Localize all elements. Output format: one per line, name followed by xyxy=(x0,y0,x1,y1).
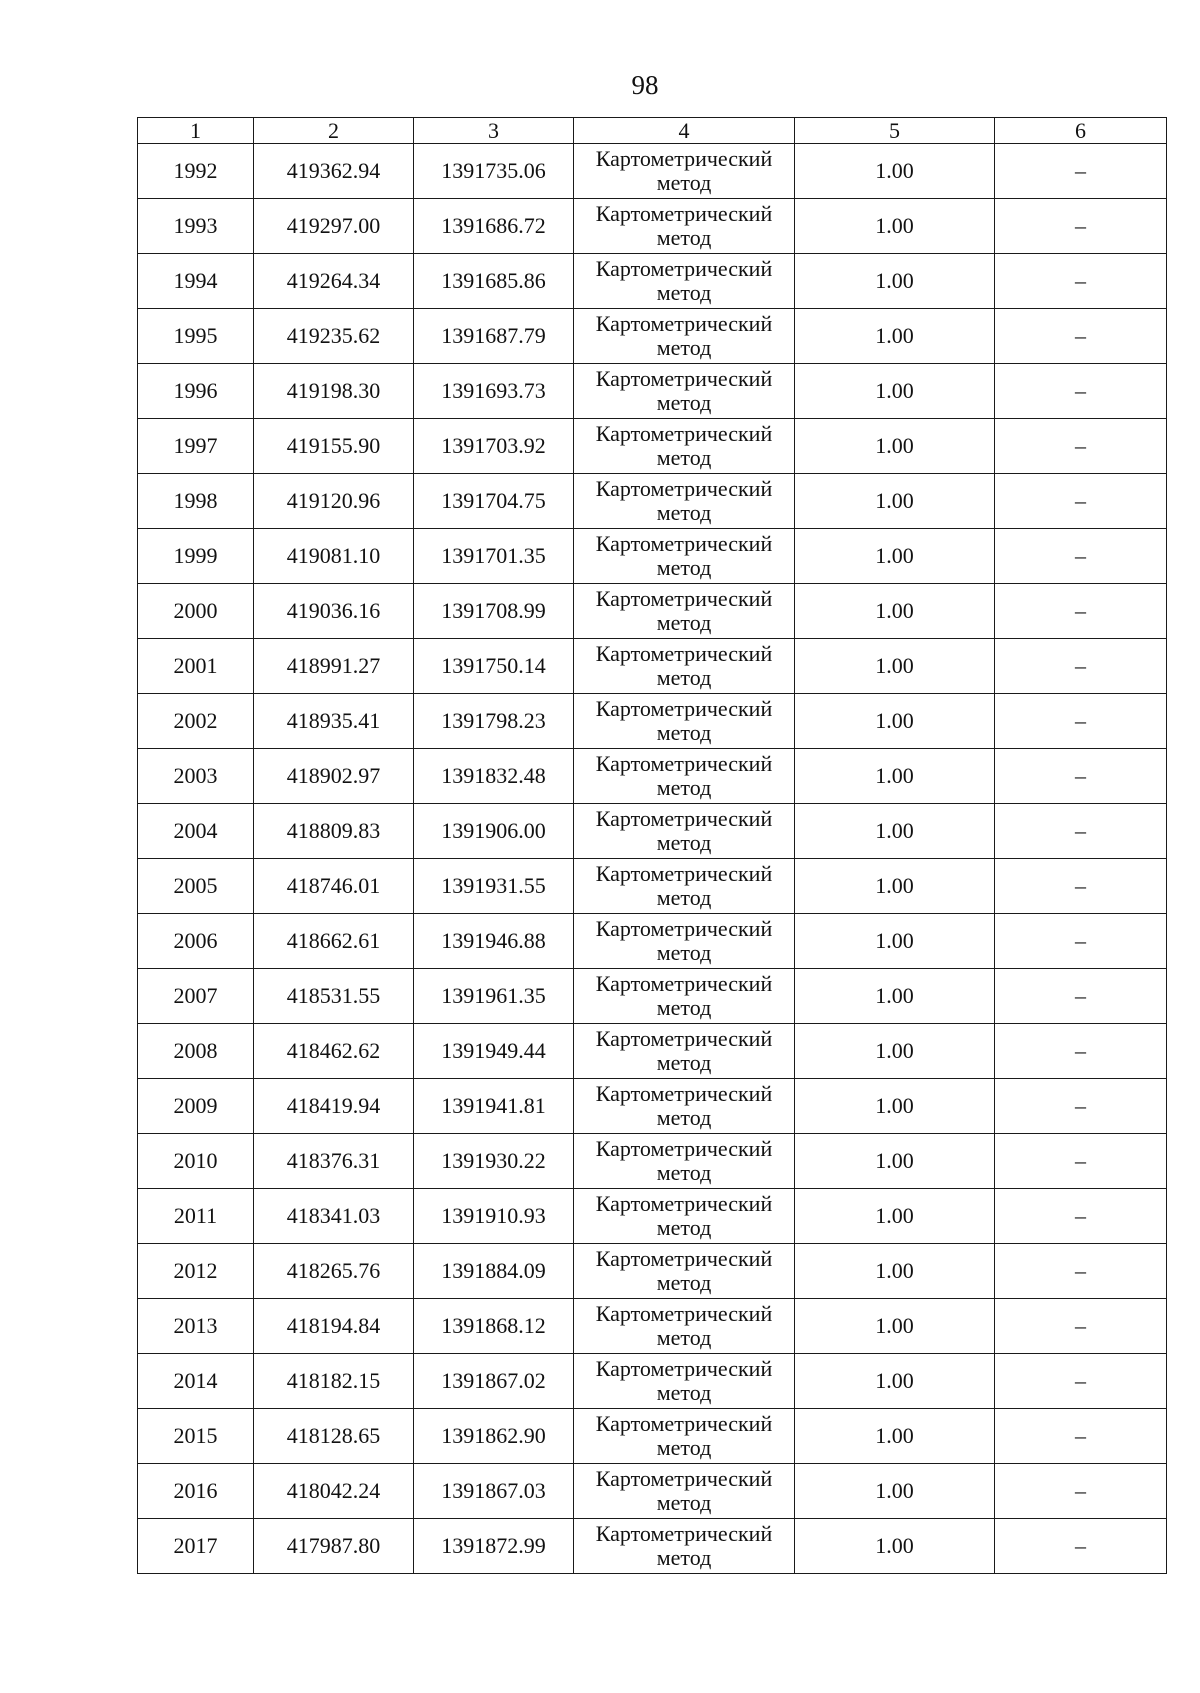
precision-cell: 1.00 xyxy=(795,639,995,694)
point-number-cell: 2015 xyxy=(138,1409,254,1464)
method-line-1: Картометрический xyxy=(595,751,773,776)
y-coordinate-cell: 1391798.23 xyxy=(414,694,574,749)
precision-cell: 1.00 xyxy=(795,1244,995,1299)
method-line-2: метод xyxy=(656,830,712,855)
x-coordinate-cell: 418128.65 xyxy=(254,1409,414,1464)
y-coordinate-cell: 1391946.88 xyxy=(414,914,574,969)
point-number-cell: 2014 xyxy=(138,1354,254,1409)
note-cell: – xyxy=(995,1464,1167,1519)
header-col-2: 2 xyxy=(254,118,414,144)
table-row xyxy=(138,749,1167,804)
precision-cell: 1.00 xyxy=(795,1354,995,1409)
method-line-1: Картометрический xyxy=(595,1081,773,1106)
method-line-2: метод xyxy=(656,1325,712,1350)
method-line-2: метод xyxy=(656,335,712,360)
x-coordinate-cell: 419120.96 xyxy=(254,474,414,529)
point-number-cell: 2003 xyxy=(138,749,254,804)
table-row xyxy=(138,1464,1167,1519)
x-coordinate-cell: 418662.61 xyxy=(254,914,414,969)
precision-cell: 1.00 xyxy=(795,1409,995,1464)
precision-cell: 1.00 xyxy=(795,749,995,804)
x-coordinate-cell: 418194.84 xyxy=(254,1299,414,1354)
method-line-1: Картометрический xyxy=(595,1301,773,1326)
table-row xyxy=(138,199,1167,254)
method-cell xyxy=(574,859,795,914)
method-line-1: Картометрический xyxy=(595,1191,773,1216)
note-cell: – xyxy=(995,1519,1167,1574)
point-number-cell: 1998 xyxy=(138,474,254,529)
method-line-1: Картометрический xyxy=(595,311,773,336)
method-line-1: Картометрический xyxy=(595,916,773,941)
x-coordinate-cell: 419362.94 xyxy=(254,144,414,199)
method-cell xyxy=(574,639,795,694)
table-header xyxy=(138,118,1167,144)
method-line-1: Картометрический xyxy=(595,1356,773,1381)
y-coordinate-cell: 1391868.12 xyxy=(414,1299,574,1354)
method-cell xyxy=(574,584,795,639)
method-cell xyxy=(574,804,795,859)
method-cell xyxy=(574,254,795,309)
method-line-1: Картометрический xyxy=(595,1246,773,1271)
note-cell: – xyxy=(995,1079,1167,1134)
x-coordinate-cell: 418935.41 xyxy=(254,694,414,749)
note-cell: – xyxy=(995,419,1167,474)
point-number-cell: 2012 xyxy=(138,1244,254,1299)
x-coordinate-cell: 419264.34 xyxy=(254,254,414,309)
method-cell xyxy=(574,309,795,364)
precision-cell: 1.00 xyxy=(795,199,995,254)
header-col-4: 4 xyxy=(574,118,795,144)
y-coordinate-cell: 1391708.99 xyxy=(414,584,574,639)
table-row xyxy=(138,364,1167,419)
precision-cell: 1.00 xyxy=(795,584,995,639)
method-line-2: метод xyxy=(656,995,712,1020)
x-coordinate-cell: 418341.03 xyxy=(254,1189,414,1244)
page-number: 98 xyxy=(631,70,659,100)
x-coordinate-cell: 418419.94 xyxy=(254,1079,414,1134)
y-coordinate-cell: 1391910.93 xyxy=(414,1189,574,1244)
method-cell xyxy=(574,1189,795,1244)
point-number-cell: 2010 xyxy=(138,1134,254,1189)
point-number-cell: 1992 xyxy=(138,144,254,199)
method-cell xyxy=(574,1244,795,1299)
method-line-1: Картометрический xyxy=(595,531,773,556)
method-line-2: метод xyxy=(656,720,712,745)
precision-cell: 1.00 xyxy=(795,1024,995,1079)
method-line-2: метод xyxy=(656,390,712,415)
method-line-2: метод xyxy=(656,1435,712,1460)
method-line-2: метод xyxy=(656,885,712,910)
table-row xyxy=(138,1354,1167,1409)
method-line-2: метод xyxy=(656,170,712,195)
y-coordinate-cell: 1391867.02 xyxy=(414,1354,574,1409)
note-cell: – xyxy=(995,529,1167,584)
point-number-cell: 1997 xyxy=(138,419,254,474)
method-line-2: метод xyxy=(656,1490,712,1515)
method-line-2: метод xyxy=(656,500,712,525)
method-cell xyxy=(574,1464,795,1519)
x-coordinate-cell: 418531.55 xyxy=(254,969,414,1024)
x-coordinate-cell: 417987.80 xyxy=(254,1519,414,1574)
method-line-1: Картометрический xyxy=(595,1026,773,1051)
y-coordinate-cell: 1391862.90 xyxy=(414,1409,574,1464)
x-coordinate-cell: 418746.01 xyxy=(254,859,414,914)
method-line-2: метод xyxy=(656,555,712,580)
x-coordinate-cell: 419036.16 xyxy=(254,584,414,639)
point-number-cell: 2013 xyxy=(138,1299,254,1354)
table-body xyxy=(138,144,1167,1574)
coordinates-table xyxy=(137,117,1167,1574)
y-coordinate-cell: 1391961.35 xyxy=(414,969,574,1024)
precision-cell: 1.00 xyxy=(795,1299,995,1354)
point-number-cell: 1995 xyxy=(138,309,254,364)
precision-cell: 1.00 xyxy=(795,969,995,1024)
point-number-cell: 2004 xyxy=(138,804,254,859)
note-cell: – xyxy=(995,144,1167,199)
note-cell: – xyxy=(995,694,1167,749)
method-cell xyxy=(574,529,795,584)
x-coordinate-cell: 419081.10 xyxy=(254,529,414,584)
method-line-2: метод xyxy=(656,225,712,250)
precision-cell: 1.00 xyxy=(795,309,995,364)
method-line-1: Картометрический xyxy=(595,696,773,721)
point-number-cell: 1993 xyxy=(138,199,254,254)
x-coordinate-cell: 418042.24 xyxy=(254,1464,414,1519)
method-cell xyxy=(574,199,795,254)
method-line-2: метод xyxy=(656,1050,712,1075)
precision-cell: 1.00 xyxy=(795,254,995,309)
method-line-2: метод xyxy=(656,1380,712,1405)
table-row xyxy=(138,639,1167,694)
method-line-1: Картометрический xyxy=(595,1521,773,1546)
table-row xyxy=(138,1189,1167,1244)
method-line-1: Картометрический xyxy=(595,971,773,996)
precision-cell: 1.00 xyxy=(795,1464,995,1519)
note-cell: – xyxy=(995,639,1167,694)
table-row xyxy=(138,1409,1167,1464)
method-line-2: метод xyxy=(656,665,712,690)
note-cell: – xyxy=(995,584,1167,639)
header-col-5: 5 xyxy=(795,118,995,144)
y-coordinate-cell: 1391703.92 xyxy=(414,419,574,474)
method-line-2: метод xyxy=(656,1160,712,1185)
y-coordinate-cell: 1391949.44 xyxy=(414,1024,574,1079)
method-cell xyxy=(574,1024,795,1079)
y-coordinate-cell: 1391941.81 xyxy=(414,1079,574,1134)
note-cell: – xyxy=(995,1024,1167,1079)
method-line-2: метод xyxy=(656,445,712,470)
method-line-2: метод xyxy=(656,1545,712,1570)
method-line-1: Картометрический xyxy=(595,1466,773,1491)
table-row xyxy=(138,1024,1167,1079)
point-number-cell: 2017 xyxy=(138,1519,254,1574)
method-line-1: Картометрический xyxy=(595,861,773,886)
x-coordinate-cell: 418182.15 xyxy=(254,1354,414,1409)
method-line-2: метод xyxy=(656,1270,712,1295)
point-number-cell: 2007 xyxy=(138,969,254,1024)
note-cell: – xyxy=(995,1354,1167,1409)
method-cell xyxy=(574,1519,795,1574)
point-number-cell: 1994 xyxy=(138,254,254,309)
precision-cell: 1.00 xyxy=(795,1519,995,1574)
method-line-2: метод xyxy=(656,280,712,305)
y-coordinate-cell: 1391686.72 xyxy=(414,199,574,254)
point-number-cell: 2011 xyxy=(138,1189,254,1244)
method-line-1: Картометрический xyxy=(595,806,773,831)
header-col-1: 1 xyxy=(138,118,254,144)
precision-cell: 1.00 xyxy=(795,694,995,749)
table-row xyxy=(138,144,1167,199)
y-coordinate-cell: 1391906.00 xyxy=(414,804,574,859)
point-number-cell: 2008 xyxy=(138,1024,254,1079)
method-cell xyxy=(574,144,795,199)
table-row xyxy=(138,529,1167,584)
point-number-cell: 2006 xyxy=(138,914,254,969)
precision-cell: 1.00 xyxy=(795,144,995,199)
point-number-cell: 1996 xyxy=(138,364,254,419)
x-coordinate-cell: 418809.83 xyxy=(254,804,414,859)
note-cell: – xyxy=(995,1134,1167,1189)
x-coordinate-cell: 418265.76 xyxy=(254,1244,414,1299)
note-cell: – xyxy=(995,1189,1167,1244)
note-cell: – xyxy=(995,309,1167,364)
x-coordinate-cell: 418902.97 xyxy=(254,749,414,804)
method-line-1: Картометрический xyxy=(595,146,773,171)
method-line-1: Картометрический xyxy=(595,421,773,446)
point-number-cell: 1999 xyxy=(138,529,254,584)
precision-cell: 1.00 xyxy=(795,1134,995,1189)
note-cell: – xyxy=(995,254,1167,309)
table-row xyxy=(138,969,1167,1024)
method-line-1: Картометрический xyxy=(595,586,773,611)
method-cell xyxy=(574,1409,795,1464)
note-cell: – xyxy=(995,804,1167,859)
method-cell xyxy=(574,1134,795,1189)
point-number-cell: 2001 xyxy=(138,639,254,694)
note-cell: – xyxy=(995,1299,1167,1354)
y-coordinate-cell: 1391704.75 xyxy=(414,474,574,529)
table-row xyxy=(138,309,1167,364)
note-cell: – xyxy=(995,364,1167,419)
table-row xyxy=(138,419,1167,474)
table-row xyxy=(138,694,1167,749)
method-cell xyxy=(574,914,795,969)
y-coordinate-cell: 1391930.22 xyxy=(414,1134,574,1189)
y-coordinate-cell: 1391685.86 xyxy=(414,254,574,309)
precision-cell: 1.00 xyxy=(795,804,995,859)
precision-cell: 1.00 xyxy=(795,859,995,914)
y-coordinate-cell: 1391687.79 xyxy=(414,309,574,364)
note-cell: – xyxy=(995,914,1167,969)
table-row xyxy=(138,1299,1167,1354)
method-cell xyxy=(574,969,795,1024)
table-row xyxy=(138,1244,1167,1299)
y-coordinate-cell: 1391735.06 xyxy=(414,144,574,199)
table-row xyxy=(138,1519,1167,1574)
x-coordinate-cell: 418462.62 xyxy=(254,1024,414,1079)
note-cell: – xyxy=(995,1409,1167,1464)
point-number-cell: 2016 xyxy=(138,1464,254,1519)
method-line-1: Картометрический xyxy=(595,1136,773,1161)
header-col-3: 3 xyxy=(414,118,574,144)
method-cell xyxy=(574,419,795,474)
x-coordinate-cell: 419198.30 xyxy=(254,364,414,419)
method-line-2: метод xyxy=(656,610,712,635)
method-line-2: метод xyxy=(656,1215,712,1240)
precision-cell: 1.00 xyxy=(795,1189,995,1244)
x-coordinate-cell: 419235.62 xyxy=(254,309,414,364)
y-coordinate-cell: 1391884.09 xyxy=(414,1244,574,1299)
note-cell: – xyxy=(995,859,1167,914)
method-cell xyxy=(574,694,795,749)
method-line-2: метод xyxy=(656,775,712,800)
header-row xyxy=(138,118,1167,144)
y-coordinate-cell: 1391872.99 xyxy=(414,1519,574,1574)
table-row xyxy=(138,859,1167,914)
method-cell xyxy=(574,1079,795,1134)
method-line-1: Картометрический xyxy=(595,366,773,391)
precision-cell: 1.00 xyxy=(795,474,995,529)
precision-cell: 1.00 xyxy=(795,914,995,969)
point-number-cell: 2005 xyxy=(138,859,254,914)
table-row xyxy=(138,1134,1167,1189)
method-cell xyxy=(574,474,795,529)
y-coordinate-cell: 1391693.73 xyxy=(414,364,574,419)
method-line-1: Картометрический xyxy=(595,641,773,666)
y-coordinate-cell: 1391832.48 xyxy=(414,749,574,804)
method-line-1: Картометрический xyxy=(595,1411,773,1436)
table-row xyxy=(138,584,1167,639)
y-coordinate-cell: 1391931.55 xyxy=(414,859,574,914)
method-line-2: метод xyxy=(656,940,712,965)
x-coordinate-cell: 419155.90 xyxy=(254,419,414,474)
precision-cell: 1.00 xyxy=(795,529,995,584)
table-row xyxy=(138,254,1167,309)
method-cell xyxy=(574,364,795,419)
method-cell xyxy=(574,1354,795,1409)
method-line-1: Картометрический xyxy=(595,201,773,226)
method-line-1: Картометрический xyxy=(595,256,773,281)
note-cell: – xyxy=(995,474,1167,529)
y-coordinate-cell: 1391701.35 xyxy=(414,529,574,584)
y-coordinate-cell: 1391867.03 xyxy=(414,1464,574,1519)
precision-cell: 1.00 xyxy=(795,1079,995,1134)
precision-cell: 1.00 xyxy=(795,419,995,474)
note-cell: – xyxy=(995,749,1167,804)
table-row xyxy=(138,804,1167,859)
method-cell xyxy=(574,749,795,804)
table-row xyxy=(138,474,1167,529)
y-coordinate-cell: 1391750.14 xyxy=(414,639,574,694)
x-coordinate-cell: 418991.27 xyxy=(254,639,414,694)
point-number-cell: 2000 xyxy=(138,584,254,639)
table-row xyxy=(138,914,1167,969)
method-cell xyxy=(574,1299,795,1354)
method-line-1: Картометрический xyxy=(595,476,773,501)
x-coordinate-cell: 419297.00 xyxy=(254,199,414,254)
precision-cell: 1.00 xyxy=(795,364,995,419)
header-col-6: 6 xyxy=(995,118,1167,144)
point-number-cell: 2009 xyxy=(138,1079,254,1134)
point-number-cell: 2002 xyxy=(138,694,254,749)
x-coordinate-cell: 418376.31 xyxy=(254,1134,414,1189)
table-row xyxy=(138,1079,1167,1134)
method-line-2: метод xyxy=(656,1105,712,1130)
note-cell: – xyxy=(995,199,1167,254)
note-cell: – xyxy=(995,1244,1167,1299)
note-cell: – xyxy=(995,969,1167,1024)
